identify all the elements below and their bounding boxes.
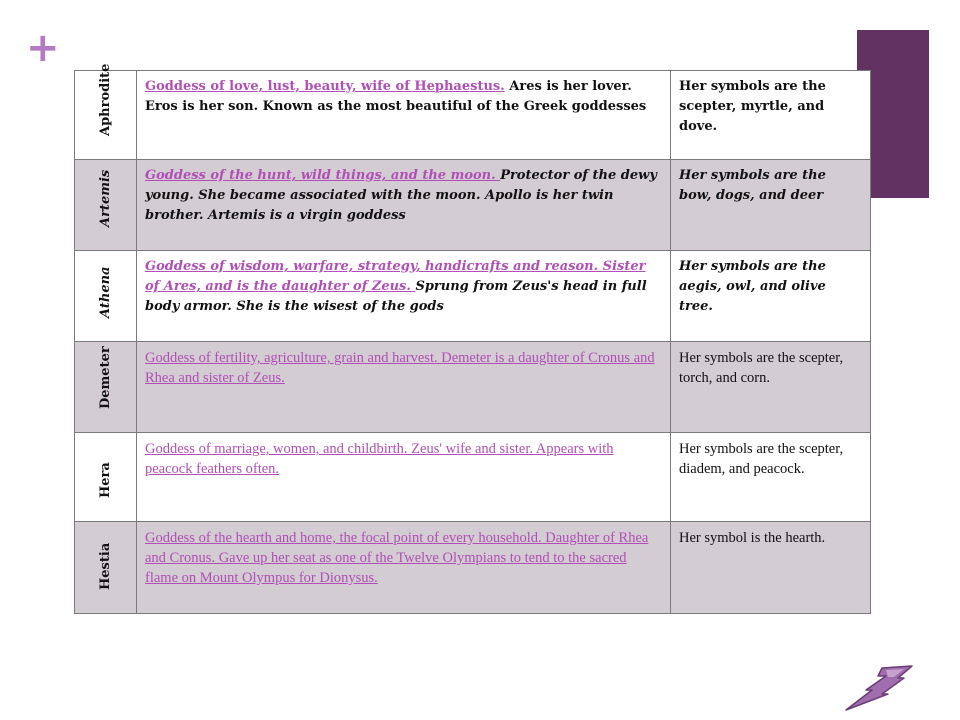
goddess-name: Aphrodite [97,63,113,136]
symbols-cell [671,160,871,251]
symbols-cell [671,433,871,522]
table-row [75,160,871,251]
name-cell [75,522,137,614]
description-link[interactable]: Goddess of wisdom, warfare, strategy, handicrafts and reason. Sister of Ares, and is the daughter of Zeus. [145,259,646,294]
goddess-table [74,63,871,614]
description-cell [137,433,671,522]
description-link[interactable]: Goddess of marriage, women, and childbirth. Zeus' wife and sister. Appears with peacock feathers often. [145,441,614,477]
name-cell [75,251,137,342]
table-row [75,71,871,160]
description-cell [137,71,671,160]
goddess-name: Demeter [97,346,113,409]
name-cell [75,433,137,522]
symbols-text: Her symbols are the scepter, torch, and corn. [679,350,844,386]
name-cell [75,342,137,433]
description-text: Sprung from Zeus's head in full body armor. She is the wisest of the gods [145,279,647,314]
table-row [75,342,871,433]
symbols-cell [671,522,871,614]
goddess-name: Hera [97,462,113,498]
goddess-name: Athena [97,266,113,318]
symbols-text: Her symbols are the bow, dogs, and deer [679,168,826,203]
description-cell [137,251,671,342]
symbols-text: Her symbols are the scepter, myrtle, and dove. [679,79,826,134]
name-cell [75,160,137,251]
symbols-cell [671,251,871,342]
symbols-text: Her symbols are the scepter, diadem, and peacock. [679,441,844,477]
description-link[interactable]: Goddess of love, lust, beauty, wife of Hephaestus. [145,79,505,94]
name-cell [75,63,137,160]
description-cell [137,160,671,251]
goddess-name: Hestia [97,542,113,590]
table-row [75,522,871,614]
lightning-bolt-icon [842,664,914,712]
description-link[interactable]: Goddess of the hunt, wild things, and the moon. [145,168,501,183]
plus-mark: + [26,25,60,71]
symbols-cell [671,71,871,160]
description-cell [137,342,671,433]
symbols-text: Her symbol is the hearth. [679,530,826,546]
description-cell [137,522,671,614]
description-text: Protector of the dewy young. She became associated with the moon. Apollo is her twin brother. Artemis is a virgin goddess [145,168,657,223]
goddess-name: Artemis [97,169,113,227]
description-link[interactable]: Goddess of fertility, agriculture, grain and harvest. Demeter is a daughter of Cronus and Rhea and sister of Zeus. [145,350,655,386]
table-row [75,433,871,522]
description-text: Ares is her lover. Eros is her son. Known as the most beautiful of the Greek goddesses [145,79,647,114]
table-row [75,251,871,342]
symbols-cell [671,342,871,433]
description-link[interactable]: Goddess of the hearth and home, the focal point of every household. Daughter of Rhea and Cronus. Gave up her seat as one of the Twelve Olympians to tend to the sacred flame on Mount Olympus for Dionysus. [145,530,649,586]
symbols-text: Her symbols are the aegis, owl, and olive tree. [679,259,826,314]
